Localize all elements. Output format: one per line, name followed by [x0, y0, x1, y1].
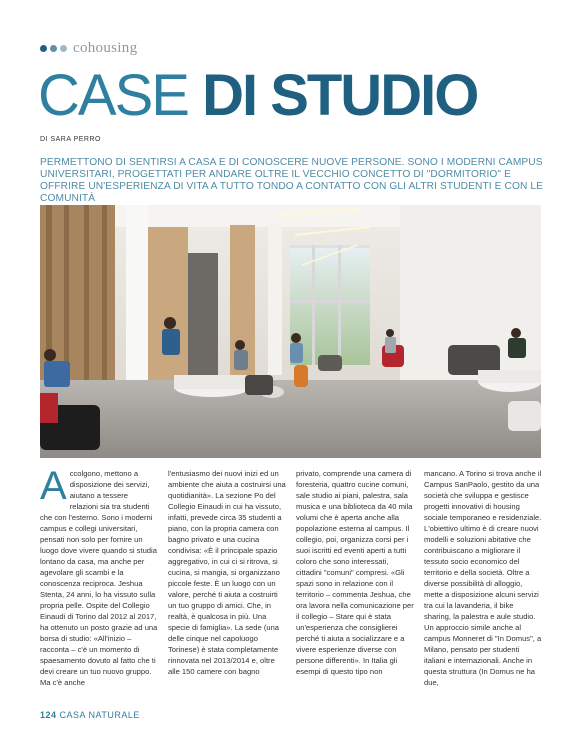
body-column-1	[40, 464, 158, 706]
drop-cap: A	[40, 464, 67, 508]
dot-icon	[60, 45, 67, 52]
body-column-4: mancano. A Torino si trova anche il Campus SanPaolo, gestito da una società che sviluppa e gestisce progetti innovativi di housing sociale temporaneo e residenziale. L'obiettivo ultimo è di creare nuovi modelli e soluzioni abitative che contribuiscano a migliorare il tessuto socio economico del territorio e della società. Oltre a diverse possibilità di alloggio, mette a disposizione alcuni servizi tra cui la lavanderia, il bike sharing, la palestra e aule studio. Un approccio simile anche al campus Monneret di "In Domus", a Milano, pensato per studenti italiani e internazionali. Anche in questa struttura (In Domus ne ha due,	[424, 469, 542, 687]
section-tag	[40, 40, 137, 57]
headline-light: CASE	[38, 63, 188, 128]
headline-bold: DI STUDIO	[202, 63, 478, 128]
page-footer	[40, 710, 140, 720]
magazine-name: CASA NATURALE	[59, 710, 140, 720]
byline: DI SARA PERRO	[40, 136, 101, 143]
section-label: cohousing	[73, 40, 138, 56]
dot-icon	[50, 45, 57, 52]
page-title	[38, 64, 477, 128]
body-column-2: l'entusiasmo dei nuovi inizi ed un ambiente che aiuta a costruirsi una quotidianità». La sezione Po del Collegio Einaudi in cui ha vissuto, infatti, prevede circa 35 studenti a piano, con la propria camera con bagno privato e una cucina condivisa: «È il principale spazio aggregativo, in cui ci si ritrova, si cucina, si mangia, si organizzano piccole feste. È un luogo con un valore, perché ti aiuta a costruirti un tuo gruppo di amici. Che, in realtà, è qualcosa in più. Una specie di famiglia». La sede (una delle cinque nel capoluogo Torinese) è stata completamente rinnovata nel 2013/2014 e, oltre alle 150 camere con bagno	[168, 469, 286, 676]
section-dots-icon	[40, 45, 67, 52]
page-number: 124	[40, 710, 57, 720]
article-body	[40, 464, 542, 706]
body-column-3: privato, comprende una camera di foresteria, quattro cucine comuni, sale studio ai piani, palestra, sala musica e una biblioteca da 40 mila volumi che è aperta anche alla popolazione esterna al campus. Il collegio, poi, organizza corsi per i suoi iscritti ed eventi aperti a tutti coloro che sono interessati, cittadini "comuni" compresi. «Gli spazi sono in relazione con il territorio – commenta Jeshua, che ora lavora nella comunicazione per il collegio – Stare qui è stata un'esperienza che consiglierei perché ti aiuta a socializzare e a vivere esperienze diverse con persone differenti». In Italia gli esempi di questo tipo non	[296, 469, 414, 676]
lounge-photo	[40, 205, 541, 458]
body-column-1-text: ccolgono, mettono a disposizione dei servizi, aiutano a tessere relazioni sia tra studenti che con l'esterno. Sono i moderni campus e collegi universitari, pensati non solo per fornire un luogo dove vivere quando si studia lontano da casa, ma anche per agevolare gli scambi e la conoscenza reciproca. Jeshua Stenta, 24 anni, lo ha vissuto sulla propria pelle. Ospite del Collegio Einaudi di Torino dal 2012 al 2017, ha ottenuto un posto grazie ad una borsa di studio: «All'inizio – racconta – c'è un momento di spaesamento dovuto al fatto che ti devi creare un tuo nuovo gruppo. Ma c'è anche	[40, 469, 158, 687]
dot-icon	[40, 45, 47, 52]
article-dek: PERMETTONO DI SENTIRSI A CASA E DI CONOSCERE NUOVE PERSONE. SONO I MODERNI CAMPUS UNIVERSITARI, PROGETTATI PER ANDARE OLTRE IL VECCHIO CONCETTO DI "DORMITORIO" E OFFRIRE UN'ESPERIENZA DI VITA A TUTTO TONDO A CONTATTO CON GLI ALTRI STUDENTI E CON LE COMUNITÀ	[40, 157, 544, 204]
